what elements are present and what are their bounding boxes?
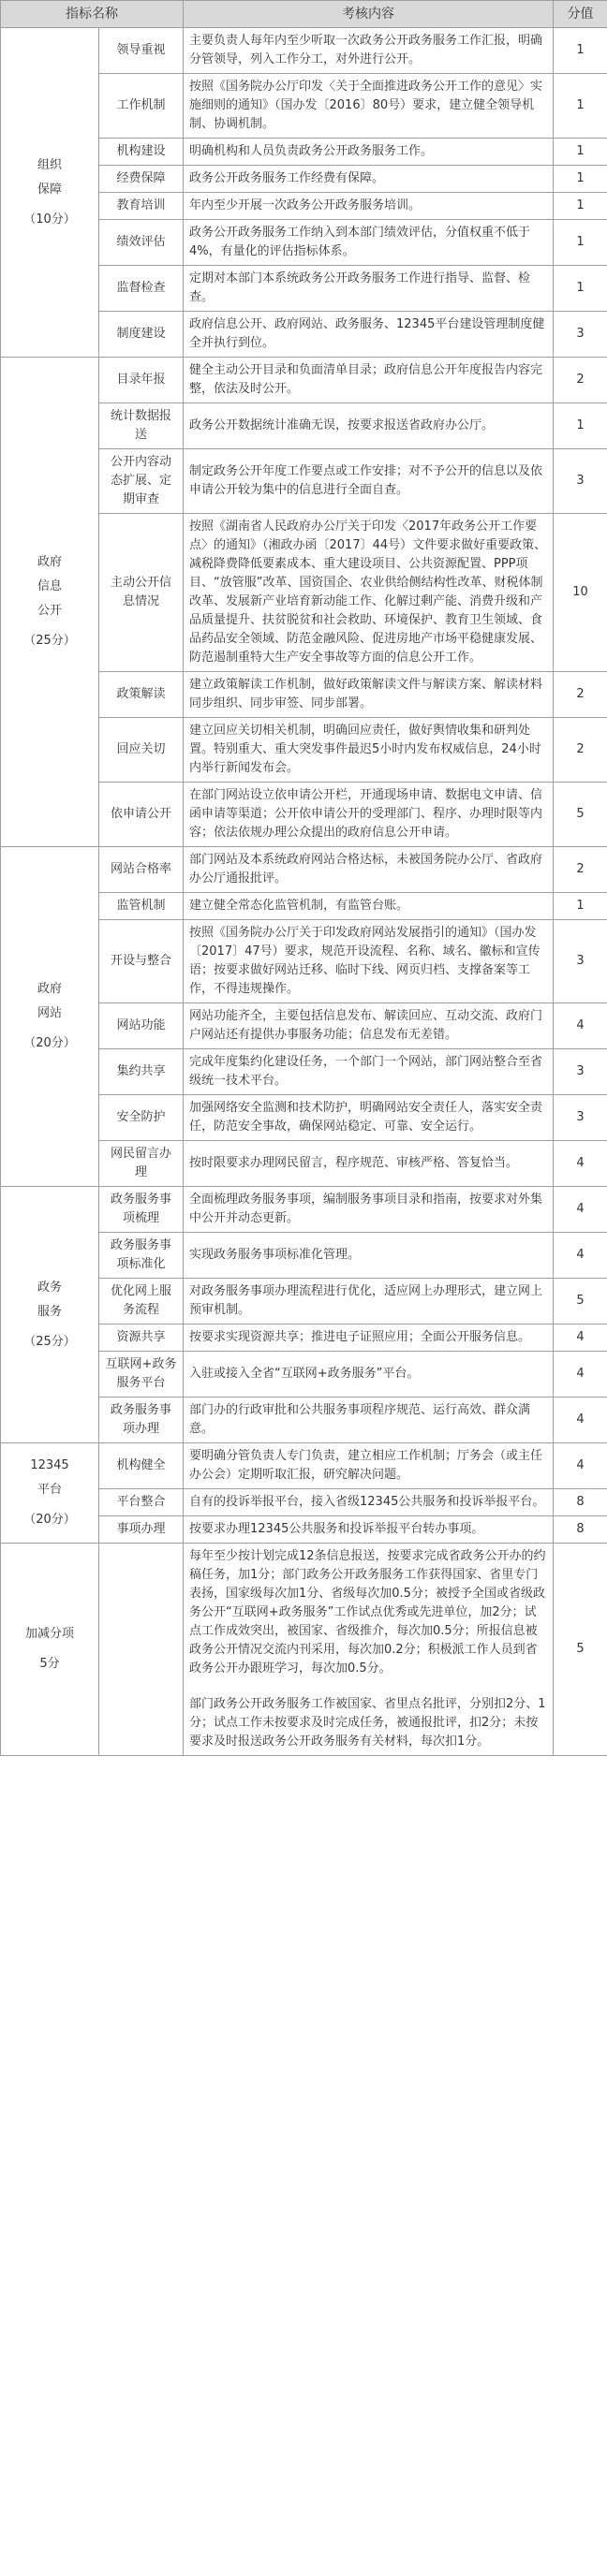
content-cell: 完成年度集约化建设任务，一个部门一个网站，部门网站整合至省级统一技术平台。 (184, 1049, 554, 1095)
indicator-cell: 机构健全 (99, 1443, 184, 1489)
score-cell: 2 (554, 718, 607, 783)
score-cell: 3 (554, 1049, 607, 1095)
score-cell: 4 (554, 1398, 607, 1443)
indicator-cell: 政务服务事项梳理 (99, 1187, 184, 1233)
indicator-cell: 优化网上服务流程 (99, 1279, 184, 1325)
category-name: 政府 信息 公开 (37, 555, 62, 618)
score-cell: 1 (554, 193, 607, 220)
category-name: 政府 网站 (37, 982, 62, 1020)
indicator-cell: 公开内容动态扩展、定期审查 (99, 449, 184, 514)
category-cell (1, 1443, 99, 1544)
content-cell: 全面梳理政务服务事项，编制服务事项目录和指南，按要求对外集中公开并动态更新。 (184, 1187, 554, 1233)
indicator-cell: 开设与整合 (99, 920, 184, 1003)
indicator-cell: 机构建设 (99, 139, 184, 166)
category-name: 政务 服务 (37, 1280, 62, 1319)
category-cell (1, 28, 99, 358)
content-cell: 按照《国务院办公厅关于印发政府网站发展指引的通知》（国办发〔2017〕47号）要求，规范开设流程、名称、域名、徽标和宣传语；按要求做好网站迁移、临时下线、网页归档、支撑备案等工作，不得违规操作。 (184, 920, 554, 1003)
score-cell: 10 (554, 514, 607, 672)
content-cell: 实现政务服务事项标准化管理。 (184, 1233, 554, 1279)
score-cell: 5 (554, 1279, 607, 1325)
score-cell: 4 (554, 1325, 607, 1352)
category-name: 加减分项 (24, 1627, 74, 1641)
content-cell: 建立回应关切相关机制，明确回应责任，做好舆情收集和研判处置。特别重大、重大突发事件最迟5小时内发布权威信息，24小时内举行新闻发布会。 (184, 718, 554, 783)
indicator-cell: 经费保障 (99, 166, 184, 193)
content-cell: 建立政策解读工作机制，做好政策解读文件与解读方案、解读材料同步组织、同步审签、同步部署。 (184, 672, 554, 718)
category-points: （25分） (23, 1334, 76, 1349)
score-cell: 1 (554, 893, 607, 920)
content-cell: 定期对本部门本系统政务公开政务服务工作进行指导、监督、检查。 (184, 266, 554, 312)
category-name: 组织 保障 (37, 157, 62, 197)
score-cell: 2 (554, 672, 607, 718)
indicator-cell: 监管机制 (99, 893, 184, 920)
indicator-cell: 政策解读 (99, 672, 184, 718)
indicator-cell: 主动公开信息情况 (99, 514, 184, 672)
indicator-cell: 教育培训 (99, 193, 184, 220)
indicator-cell: 制度建设 (99, 312, 184, 358)
content-cell: 主要负责人每年内至少听取一次政务公开政务服务工作汇报，明确分管领导，列入工作分工，对外进行公开。 (184, 28, 554, 74)
content-cell: 政务公开政务服务工作纳入到本部门绩效评估，分值权重不低于4%，有量化的评估指标体系。 (184, 220, 554, 266)
score-cell: 4 (554, 1443, 607, 1489)
score-cell: 2 (554, 358, 607, 403)
score-cell: 3 (554, 920, 607, 1003)
category-name: 12345 平台 (30, 1458, 69, 1497)
category-points: 5分 (39, 1657, 60, 1671)
table-row (1, 1443, 607, 1489)
content-cell: 按要求实现资源共享；推进电子证照应用；全面公开服务信息。 (184, 1325, 554, 1352)
content-cell: 网站功能齐全，主要包括信息发布、解读回应、互动交流、政府门户网站还有提供办事服务功能；信息发布无差错。 (184, 1003, 554, 1049)
indicator-cell: 集约共享 (99, 1049, 184, 1095)
indicator-cell: 资源共享 (99, 1325, 184, 1352)
category-cell (1, 847, 99, 1187)
indicator-cell: 互联网+政务服务平台 (99, 1352, 184, 1398)
score-cell: 4 (554, 1233, 607, 1279)
content-cell: 建立健全常态化监管机制，有监管台账。 (184, 893, 554, 920)
category-cell (1, 1187, 99, 1443)
content-cell: 部门办的行政审批和公共服务事项程序规范、运行高效、群众满意。 (184, 1398, 554, 1443)
category-points: （20分） (23, 1036, 76, 1050)
score-cell: 3 (554, 449, 607, 514)
table-row (1, 28, 607, 74)
content-cell: 年内至少开展一次政务公开政务服务培训。 (184, 193, 554, 220)
score-cell: 5 (554, 783, 607, 847)
indicator-cell: 工作机制 (99, 74, 184, 139)
content-cell: 部门网站及本系统政府网站合格达标，未被国务院办公厅、省政府办公厅通报批评。 (184, 847, 554, 893)
header-indicator: 指标名称 (1, 1, 184, 28)
content-cell: 制定政务公开年度工作要点或工作安排；对不予公开的信息以及依申请公开较为集中的信息进行全面自查。 (184, 449, 554, 514)
score-cell: 4 (554, 1352, 607, 1398)
indicator-cell: 目录年报 (99, 358, 184, 403)
content-cell: 要明确分管负责人专门负责，建立相应工作机制；厅务会（或主任办公会）定期听取汇报，研究解决问题。 (184, 1443, 554, 1489)
indicator-cell: 网站合格率 (99, 847, 184, 893)
score-cell: 1 (554, 403, 607, 449)
score-cell: 1 (554, 166, 607, 193)
score-cell: 1 (554, 139, 607, 166)
indicator-cell: 政务服务事项办理 (99, 1398, 184, 1443)
indicator-cell: 依申请公开 (99, 783, 184, 847)
content-cell: 每年至少按计划完成12条信息报送，按要求完成省政务公开办的约稿任务，加1分；部门政务公开政务服务工作获得国家、省里专门表扬，国家级每次加1分、省级每次加0.5分；被授予全国或省级政务公开“互联网+政务服务”工作试点优秀或先进单位，加2分；试点工作成效突出，被国家、省级推介，每次加0.5分；所报信息被政务公开情况交流内刊采用，每次加0.2分；积极派工作人员到省政务公开办跟班学习，每次加0.5分。 部门政务公开政务服务工作被国家、省里点名批评，分别扣2分、1分；试点工作未按要求及时完成任务，被通报批评，扣2分；未按要求及时报送政务公开政务服务有关材料，每次扣1分。 (184, 1544, 554, 1756)
score-cell: 1 (554, 74, 607, 139)
content-cell: 在部门网站设立依申请公开栏，开通现场申请、数据电文申请、信函申请等渠道；公开依申请公开的受理部门、程序、办理时限等内容；依法依规办理公众提出的政府信息公开申请。 (184, 783, 554, 847)
table-row (1, 847, 607, 893)
score-cell: 5 (554, 1544, 607, 1756)
indicator-cell: 回应关切 (99, 718, 184, 783)
category-points: （10分） (23, 212, 76, 227)
header-score: 分值 (554, 1, 607, 28)
category-points: （25分） (23, 634, 76, 648)
content-cell: 明确机构和人员负责政务公开政务服务工作。 (184, 139, 554, 166)
category-cell (1, 358, 99, 847)
category-cell (1, 1544, 99, 1756)
score-cell: 1 (554, 266, 607, 312)
score-cell: 1 (554, 220, 607, 266)
indicator-cell: 网站功能 (99, 1003, 184, 1049)
indicator-cell: 政务服务事项标准化 (99, 1233, 184, 1279)
table-body (1, 28, 607, 1756)
indicator-cell: 网民留言办理 (99, 1141, 184, 1187)
category-points: （20分） (23, 1513, 76, 1527)
content-cell: 按要求办理12345公共服务和投诉举报平台转办事项。 (184, 1516, 554, 1544)
content-cell: 对政务服务事项办理流程进行优化，适应网上办理形式，建立网上预审机制。 (184, 1279, 554, 1325)
content-cell: 按照《湖南省人民政府办公厅关于印发〈2017年政务公开工作要点〉的通知》（湘政办函〔2017〕44号）文件要求做好重要政策、减税降费降低要素成本、重大建设项目、公共资源配置、PPP项目、“放管服”改革、国资国企、农业供给侧结构性改革、财税体制改革、发展新产业培育新动能工作、化解过剩产能、消费升级和产品质量提升、扶贫脱贫和社会救助、环境保护、教育卫生领域、食品药品安全领域、防范金融风险、促进房地产市场平稳健康发展、防范遏制重特大生产安全事故等方面的信息公开工作。 (184, 514, 554, 672)
indicator-cell: 领导重视 (99, 28, 184, 74)
score-cell: 3 (554, 1095, 607, 1141)
indicator-cell (99, 1544, 184, 1756)
header-content: 考核内容 (184, 1, 554, 28)
content-cell: 政府信息公开、政府网站、政务服务、12345平台建设管理制度健全并执行到位。 (184, 312, 554, 358)
content-cell: 自有的投诉举报平台，接入省级12345公共服务和投诉举报平台。 (184, 1489, 554, 1516)
score-cell: 2 (554, 847, 607, 893)
indicator-cell: 事项办理 (99, 1516, 184, 1544)
table-row (1, 1544, 607, 1756)
content-cell: 按时限要求办理网民留言，程序规范、审核严格、答复恰当。 (184, 1141, 554, 1187)
content-cell: 政务公开数据统计准确无误，按要求报送省政府办公厅。 (184, 403, 554, 449)
table-row (1, 358, 607, 403)
score-cell: 3 (554, 312, 607, 358)
content-cell: 政务公开政务服务工作经费有保障。 (184, 166, 554, 193)
content-cell: 加强网络安全监测和技术防护，明确网站安全责任人，落实安全责任，防范安全事故，确保网站稳定、可靠、安全运行。 (184, 1095, 554, 1141)
indicator-cell: 统计数据报送 (99, 403, 184, 449)
table-row (1, 1187, 607, 1233)
content-cell: 入驻或接入全省“互联网+政务服务”平台。 (184, 1352, 554, 1398)
score-cell: 4 (554, 1003, 607, 1049)
content-cell: 健全主动公开目录和负面清单目录；政府信息公开年度报告内容完整，依法及时公开。 (184, 358, 554, 403)
header-row (1, 1, 607, 28)
score-cell: 8 (554, 1489, 607, 1516)
indicator-cell: 监督检查 (99, 266, 184, 312)
score-cell: 4 (554, 1141, 607, 1187)
score-cell: 4 (554, 1187, 607, 1233)
score-cell: 1 (554, 28, 607, 74)
score-cell: 8 (554, 1516, 607, 1544)
indicator-cell: 平台整合 (99, 1489, 184, 1516)
content-cell: 按照《国务院办公厅印发〈关于全面推进政务公开工作的意见〉实施细则的通知》（国办发〔2016〕80号）要求，建立健全领导机制、协调机制。 (184, 74, 554, 139)
indicator-cell: 安全防护 (99, 1095, 184, 1141)
indicator-cell: 绩效评估 (99, 220, 184, 266)
